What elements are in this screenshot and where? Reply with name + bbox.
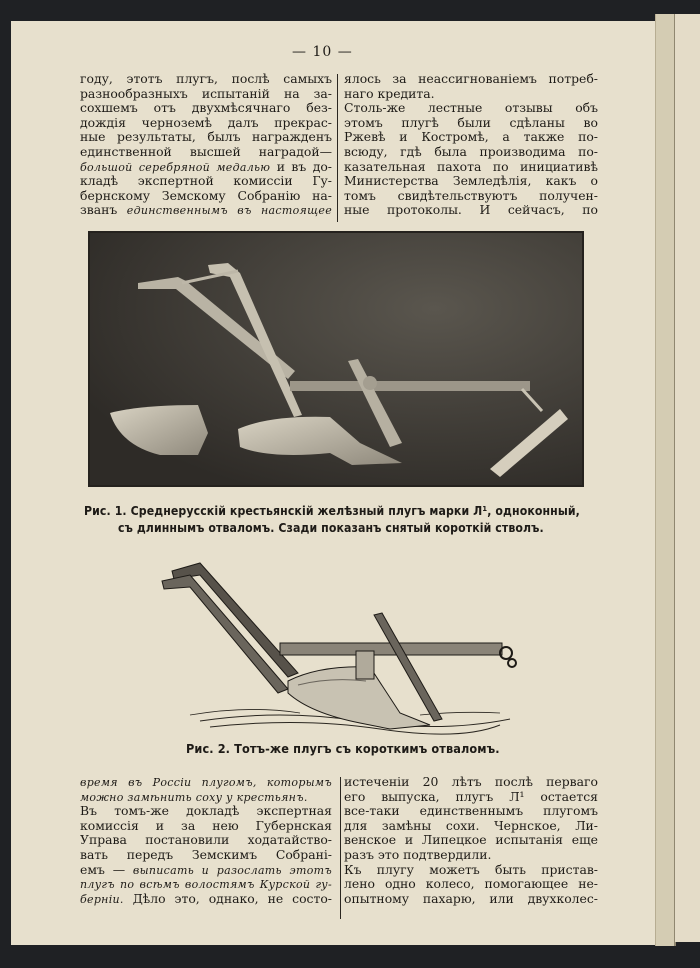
- line-text: Въ томъ-же докладѣ экспертная: [80, 804, 332, 819]
- text-line: [80, 174, 332, 189]
- figure-1-caption-line-1: Рис. 1. Среднерусскій крестьянскій желѣзный плугъ марки Л¹, одноконный,: [84, 504, 580, 518]
- text-line: [80, 116, 332, 131]
- text-line: [344, 848, 598, 863]
- line-text: истеченіи 20 лѣтъ послѣ перваго: [344, 775, 598, 789]
- text-line: [344, 174, 598, 189]
- line-text: томъ свидѣтельствуютъ получен-: [344, 188, 598, 203]
- scan-background-top: [0, 0, 700, 14]
- figure-1-caption-line-2: съ длиннымъ отваломъ. Сзади показанъ снятый короткій стволъ.: [118, 521, 544, 535]
- plough-photo-illustration: [90, 233, 582, 485]
- text-line: [344, 877, 598, 892]
- figure-1-photograph: [88, 231, 584, 487]
- text-line: [80, 877, 332, 892]
- line-text: опытному пахарю, или двухколес-: [344, 891, 598, 906]
- text-line: [80, 775, 332, 790]
- plough-engraving-illustration: [160, 553, 530, 738]
- text-column-top-left: [80, 72, 332, 218]
- text-line: [344, 116, 598, 131]
- line-text: вать передъ Земскимъ Собрані-: [80, 847, 332, 862]
- italic-text: можно замѣнить соху у крестьянъ.: [80, 790, 308, 804]
- page-number: — 10 —: [292, 44, 353, 60]
- text-line: [80, 848, 332, 863]
- line-text: Управа постановили ходатайство-: [80, 833, 332, 848]
- line-text: единственной высшей наградой—: [80, 144, 332, 159]
- text-column-bottom-left: [80, 775, 332, 906]
- line-text: разъ это подтвердили.: [344, 847, 492, 862]
- column-rule-top: [337, 74, 338, 222]
- line-text: всюду, гдѣ была производима по-: [344, 144, 598, 159]
- book-spine: [655, 14, 676, 946]
- line-text: Къ плугу можетъ быть пристав-: [344, 862, 598, 877]
- text-line: [344, 775, 598, 790]
- text-line: [344, 145, 598, 160]
- italic-text: единственнымъ въ настоящее: [126, 204, 332, 218]
- text-line: [344, 189, 598, 204]
- line-text: Столь-же лестные отзывы объ: [344, 101, 598, 116]
- text-line: [80, 819, 332, 834]
- line-text: для замѣны сохи. Чернское, Ли-: [344, 818, 598, 833]
- text-line: [80, 203, 332, 218]
- text-line: [344, 203, 598, 218]
- line-text: и въ до-: [270, 159, 332, 174]
- line-text: Дѣло это, однако, не состо-: [123, 891, 332, 906]
- text-line: [80, 72, 332, 87]
- line-text: наго кредита.: [344, 86, 435, 101]
- figure-2-caption: Рис. 2. Тотъ-же плугъ съ короткимъ отваломъ.: [186, 741, 500, 756]
- text-line: [80, 130, 332, 145]
- text-line: [344, 130, 598, 145]
- line-text: званъ: [80, 203, 127, 218]
- line-text: дождія черноземѣ далъ прекрас-: [80, 115, 332, 130]
- photo-beam: [290, 381, 530, 391]
- text-line: [344, 160, 598, 175]
- text-line: [80, 87, 332, 102]
- text-line: [80, 833, 332, 848]
- line-text: Министерства Земледѣлія, какъ о: [344, 174, 598, 189]
- text-line: [344, 72, 598, 87]
- text-line: [80, 804, 332, 819]
- text-line: [344, 87, 598, 102]
- line-text: его выпуска, плугъ Л¹ остается: [344, 789, 598, 804]
- line-text: году, этотъ плугъ, послѣ самыхъ: [80, 72, 332, 86]
- column-rule-bottom: [340, 777, 341, 919]
- text-line: [80, 863, 332, 878]
- italic-text: время въ Россіи плугомъ, которымъ: [80, 776, 332, 789]
- line-text: емъ —: [80, 862, 133, 877]
- text-line: [344, 804, 598, 819]
- text-line: [344, 892, 598, 907]
- facing-page-edge: [675, 14, 700, 942]
- line-text: венское и Липецкое испытанія еще: [344, 833, 598, 848]
- italic-text: большой серебряной медалью: [80, 160, 271, 174]
- figure-2-engraving: [160, 553, 530, 738]
- text-line: [80, 892, 332, 907]
- line-text: кладѣ экспертной комиссіи Гу-: [80, 174, 332, 189]
- text-line: [344, 833, 598, 848]
- line-text: ные результаты, былъ награжденъ: [80, 130, 332, 145]
- italic-text: берніи.: [80, 892, 124, 906]
- text-line: [80, 189, 332, 204]
- text-line: [80, 145, 332, 160]
- line-text: ялось за неассигнованіемъ потреб-: [344, 72, 598, 86]
- line-text: разнообразныхъ испытанiй на за-: [80, 86, 332, 101]
- line-text: ные протоколы. И сейчасъ, по: [344, 203, 598, 218]
- line-text: сохшемъ отъ двухмѣсячнаго без-: [80, 101, 332, 116]
- text-line: [344, 819, 598, 834]
- text-line: [80, 101, 332, 116]
- text-line: [344, 101, 598, 116]
- text-line: [80, 790, 332, 805]
- text-line: [344, 790, 598, 805]
- line-text: комиссія и за нею Губернская: [80, 818, 332, 833]
- line-text: казательная пахота по инициативѣ: [344, 159, 598, 174]
- text-column-bottom-right: [344, 775, 598, 906]
- line-text: лено одно колесо, помогающее не-: [344, 877, 598, 892]
- line-text: все-таки единственнымъ плугомъ: [344, 804, 598, 819]
- text-line: [80, 160, 332, 175]
- italic-text: выписать и разослать этотъ: [132, 863, 332, 877]
- line-text: этомъ плугѣ были сдѣланы во: [344, 115, 598, 130]
- text-line: [344, 863, 598, 878]
- line-text: бернскому Земскому Собранію на-: [80, 188, 332, 203]
- line-text: Ржевѣ и Костромѣ, а также по-: [344, 130, 598, 145]
- text-column-top-right: [344, 72, 598, 218]
- italic-text: плугъ по всѣмъ волостямъ Курской гу-: [80, 878, 332, 892]
